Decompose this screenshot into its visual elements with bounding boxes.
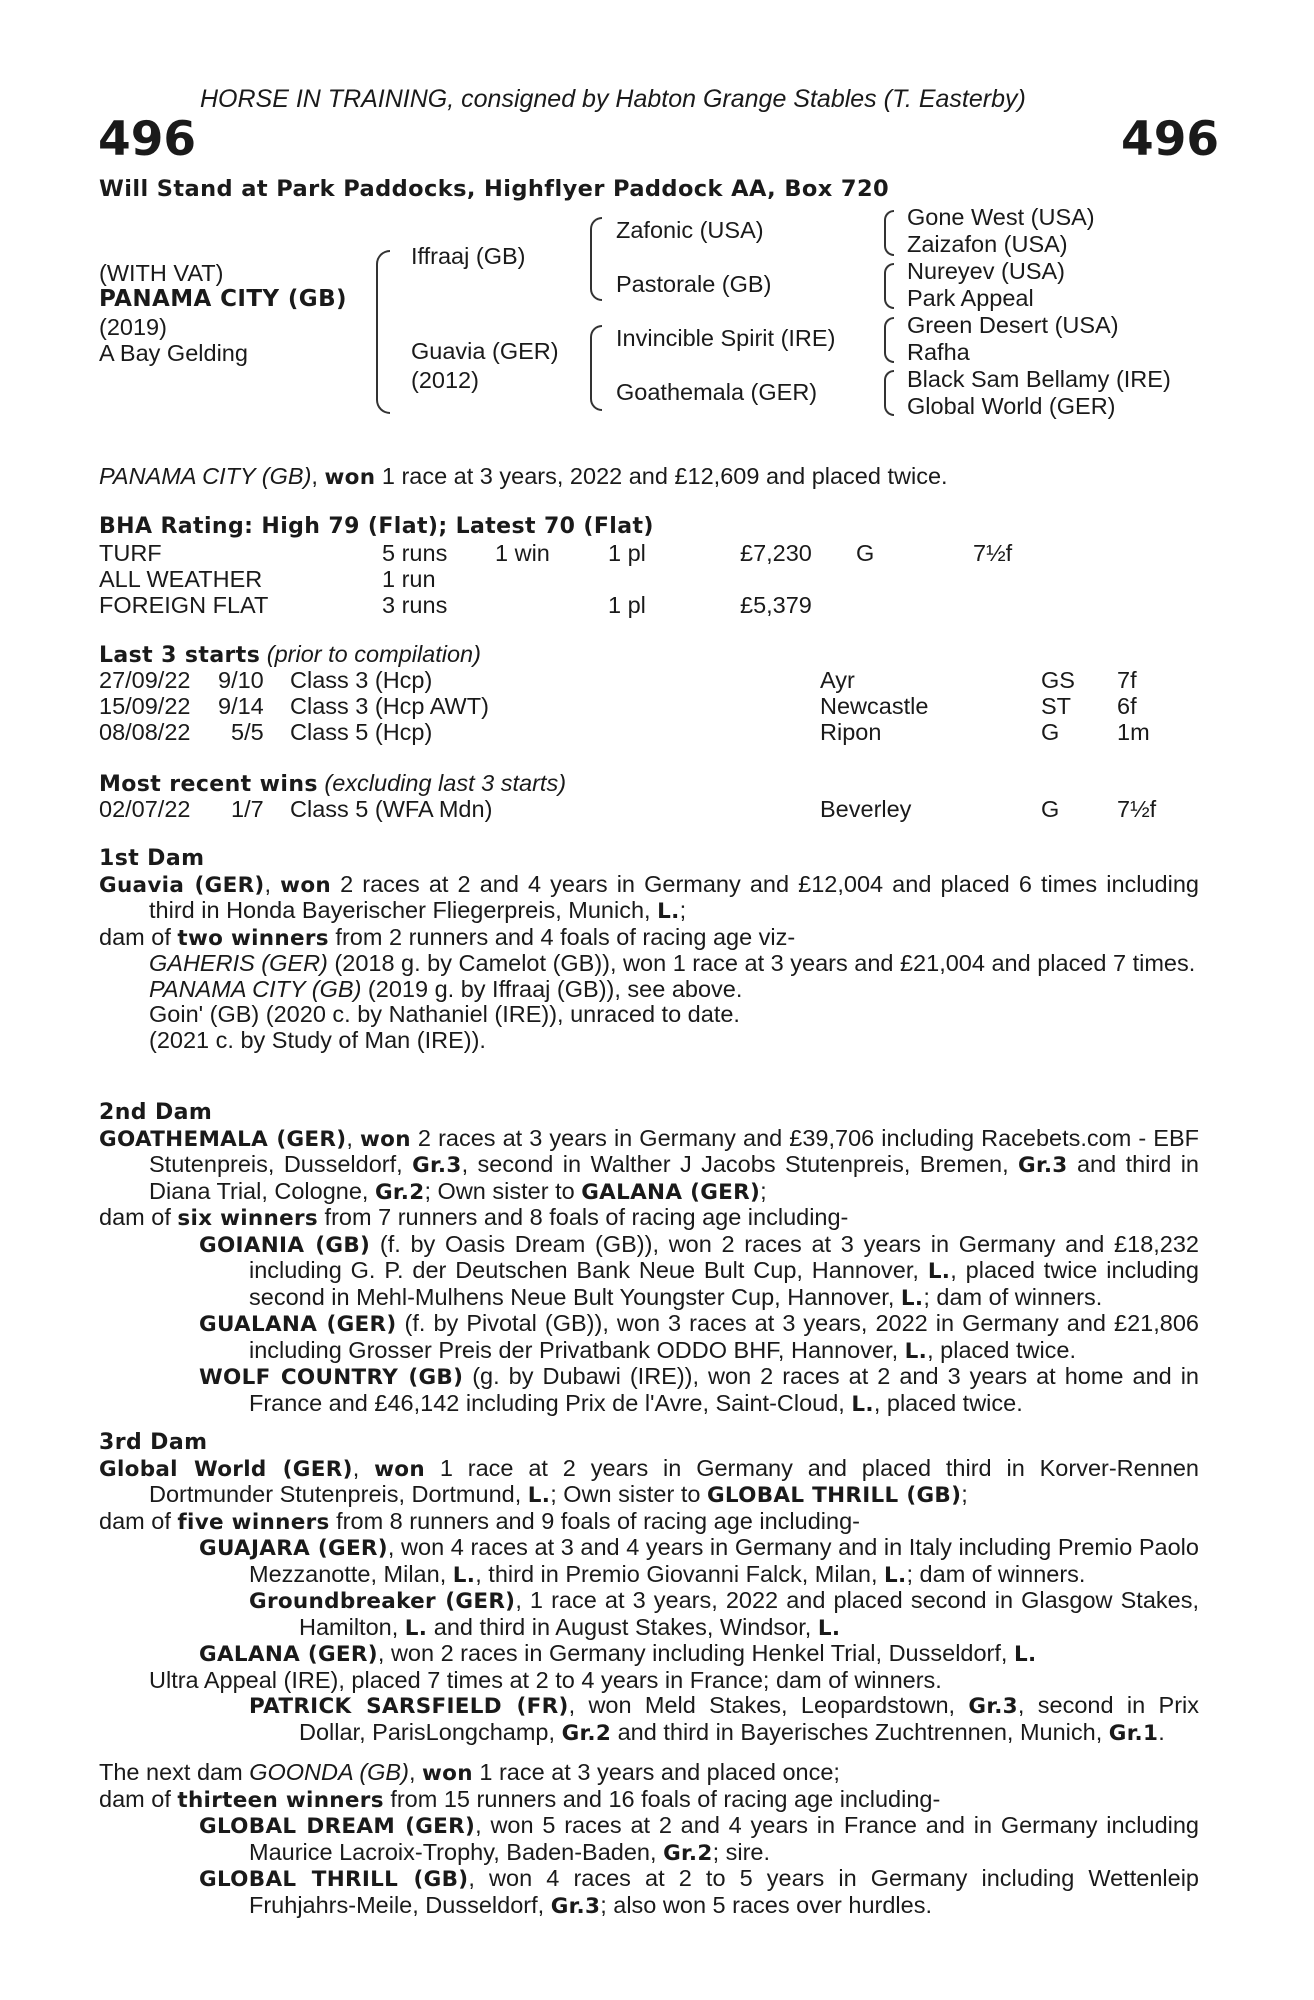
rating-cell-surface: ALL WEATHER — [99, 566, 263, 592]
start-cell-class: Class 5 (Hcp) — [290, 719, 433, 745]
plain-text: ; — [679, 897, 687, 923]
rating-title: BHA Rating: High 79 (Flat); Latest 70 (Flat) — [99, 514, 654, 539]
brace-gen3-2 — [884, 263, 894, 309]
bold-text: Gr.3 — [1018, 1153, 1068, 1178]
win-cell-going: G — [1041, 796, 1060, 822]
text-line — [99, 1364, 1199, 1417]
bold-text: Groundbreaker (GER) — [249, 1589, 516, 1614]
text-line — [99, 1002, 1199, 1028]
bold-text: Gr.1 — [1108, 1720, 1159, 1746]
plain-text: , — [346, 1124, 361, 1151]
text-line — [99, 1866, 1199, 1919]
bold-text: five winners — [177, 1509, 330, 1535]
bold-text: L. — [851, 1391, 874, 1417]
sire-name: Iffraaj (GB) — [411, 243, 526, 269]
bold-text: six winners — [177, 1206, 319, 1231]
second-dam-text — [99, 1126, 1199, 1418]
plain-text: from 7 runners and 8 foals of racing age including- — [318, 1204, 849, 1230]
gen3-name: Gone West (USA) — [907, 204, 1095, 230]
bold-text: Gr.3 — [968, 1694, 1018, 1719]
plain-text: (g. by Dubawi (IRE)), won 2 races at 2 and 3 years at home and in France and £46,142 including Prix de l'Avre, Saint-Cloud, — [249, 1363, 1200, 1416]
horse-description: A Bay Gelding — [99, 340, 248, 366]
start-cell-course: Ayr — [820, 667, 855, 693]
plain-text: The next dam — [99, 1759, 250, 1785]
horse-name: PANAMA CITY (GB) — [99, 286, 347, 312]
second-dam-section — [99, 1100, 1199, 1417]
next-dam-text — [99, 1760, 1199, 1919]
start-cell-going: GS — [1041, 667, 1075, 693]
bold-text: GLOBAL THRILL (GB) — [706, 1483, 962, 1508]
start-cell-dist: 1m — [1117, 719, 1150, 745]
start-cell-dist: 6f — [1117, 693, 1137, 719]
plain-text: , won 2 races in Germany including Henkel Trial, Dusseldorf, — [377, 1640, 1014, 1666]
lot-number-right: 496 — [1121, 112, 1220, 167]
bold-text: won — [280, 872, 332, 898]
text-line — [99, 1232, 1199, 1312]
plain-text: ; dam of winners. — [906, 1560, 1086, 1587]
text-line — [99, 1126, 1199, 1206]
bold-text: L. — [927, 1259, 951, 1284]
rating-cell-runs: 1 run — [382, 566, 436, 592]
bold-text: L. — [904, 1338, 928, 1364]
race-summary — [99, 465, 948, 489]
text-line — [99, 925, 1199, 952]
plain-text: from 15 runners and 16 foals of racing age including- — [383, 1785, 941, 1812]
text-line — [99, 1456, 1199, 1509]
plain-text: ; dam of winners. — [923, 1283, 1103, 1310]
sire-dam: Pastorale (GB) — [616, 271, 772, 297]
text-line — [99, 1588, 1199, 1641]
start-cell-going: ST — [1041, 693, 1072, 719]
italic-text: GAHERIS (GER) — [149, 950, 328, 976]
bold-text: GOATHEMALA (GER) — [99, 1126, 347, 1152]
plain-text: (f. by Pivotal (GB)), won 3 races at 3 years, 2022 in Germany and £21,806 including Grosser Preis der Privatbank ODDO BHF, Hannover, — [249, 1310, 1199, 1363]
rating-cell-surface: FOREIGN FLAT — [99, 592, 269, 618]
bold-text: Gr.2 — [663, 1840, 713, 1866]
first-dam-text — [99, 872, 1199, 1054]
plain-text: dam of — [99, 1204, 178, 1230]
text-line — [99, 1813, 1199, 1866]
plain-text: 2 races at 2 and 4 years in Germany and £12,004 and placed 6 times including third in Honda Bayerischer Fliegerpreis, Munich, — [149, 870, 1199, 923]
plain-text: , placed twice including second in Mehl-Mulhens Neue Bult Youngster Cup, Hannover, — [249, 1257, 1199, 1310]
rating-cell-runs: 5 runs — [382, 540, 448, 566]
bold-text: Gr.3 — [550, 1893, 601, 1919]
italic-text: PANAMA CITY (GB) — [149, 975, 362, 1002]
rating-cell-going: G — [856, 540, 875, 566]
plain-text: , second in Walther J Jacobs Stutenpreis, Bremen, — [461, 1151, 1019, 1177]
recent-wins-note: (excluding last 3 starts) — [324, 770, 567, 796]
text-line — [99, 1787, 1199, 1814]
bold-text: L. — [452, 1562, 476, 1588]
gen3-name: Nureyev (USA) — [907, 258, 1066, 284]
plain-text: , won 5 races at 2 and 4 years in France and in Germany including Maurice Lacroix-Trophy, Baden-Baden, — [249, 1812, 1200, 1865]
dam-year: (2012) — [411, 367, 479, 393]
next-dam-section — [99, 1760, 1199, 1919]
bold-text: GOIANIA (GB) — [199, 1232, 371, 1258]
plain-text: Goin' (GB) (2020 c. by Nathaniel (IRE)), unraced to date. — [149, 1001, 740, 1027]
rating-cell-placed: 1 pl — [608, 540, 646, 566]
plain-text: , won Meld Stakes, Leopardstown, — [568, 1692, 969, 1718]
plain-text: , 1 race at 3 years, 2022 and placed second in Glasgow Stakes, Hamilton, — [299, 1587, 1199, 1640]
sire-sire: Zafonic (USA) — [616, 217, 764, 243]
plain-text: ; Own sister to — [424, 1177, 582, 1204]
plain-text: ; — [760, 1177, 767, 1204]
win-cell-course: Beverley — [820, 796, 912, 822]
horse-year: (2019) — [99, 314, 167, 340]
text-line — [99, 1205, 1199, 1232]
plain-text: 2 races at 3 years in Germany and £39,706 including Racebets.com - EBF Stutenpreis, Dusseldorf, — [149, 1124, 1199, 1177]
gen3-name: Green Desert (USA) — [907, 312, 1119, 338]
text-line — [99, 1311, 1199, 1364]
text-line — [99, 1509, 1199, 1536]
plain-text: , won 4 races at 3 and 4 years in Germany and in Italy including Premio Paolo Mezzanotte, Milan, — [249, 1534, 1199, 1587]
last-starts-title: Last 3 starts — [99, 643, 261, 668]
brace-sire-dam — [376, 250, 390, 414]
consignor-line: HORSE IN TRAINING, consigned by Habton Grange Stables (T. Easterby) — [200, 85, 1026, 113]
start-cell-class: Class 3 (Hcp) — [290, 667, 433, 693]
start-cell-course: Ripon — [820, 719, 882, 745]
start-cell-date: 15/09/22 — [99, 693, 191, 719]
plain-text: , second in Prix Dollar, ParisLongchamp, — [299, 1692, 1200, 1745]
plain-text: and third in August Stakes, Windsor, — [427, 1613, 818, 1640]
third-dam-heading: 3rd Dam — [99, 1430, 208, 1455]
brace-gen3-1 — [884, 210, 894, 256]
italic-text: GOONDA (GB) — [249, 1759, 409, 1785]
rating-cell-surface: TURF — [99, 540, 162, 566]
plain-text: (2018 g. by Camelot (GB)), won 1 race at 3 years and £21,004 and placed 7 times. — [327, 950, 1196, 976]
start-cell-pos: 9/10 — [218, 667, 264, 693]
bold-text: PATRICK SARSFIELD (FR) — [249, 1694, 569, 1719]
gen3-name: Zaizafon (USA) — [907, 231, 1068, 257]
text-line — [99, 1028, 1199, 1054]
brace-gen3-3 — [884, 317, 894, 363]
win-cell-pos: 1/7 — [231, 796, 264, 822]
plain-text: (2019 g. by Iffraaj (GB)), see above. — [361, 975, 743, 1002]
bold-text: L. — [657, 899, 680, 924]
location-line: Will Stand at Park Paddocks, Highflyer Paddock AA, Box 720 — [99, 176, 890, 202]
rating-cell-prize: £5,379 — [740, 592, 812, 618]
plain-text: . — [1158, 1718, 1165, 1745]
recent-wins-heading — [99, 772, 566, 796]
bold-text: L. — [884, 1562, 907, 1588]
bold-text: two winners — [177, 925, 329, 951]
bold-text: Global World (GER) — [99, 1456, 353, 1482]
text-line — [99, 977, 1199, 1003]
plain-text: from 8 runners and 9 foals of racing age including- — [329, 1507, 860, 1534]
summary-won: won — [324, 465, 376, 490]
plain-text: (2021 c. by Study of Man (IRE)). — [149, 1026, 486, 1053]
rating-cell-dist: 7½f — [973, 540, 1013, 566]
bold-text: won — [422, 1761, 473, 1786]
vat-label: (WITH VAT) — [99, 260, 224, 286]
start-cell-course: Newcastle — [820, 693, 929, 719]
start-cell-pos: 5/5 — [231, 719, 264, 745]
summary-horse-name: PANAMA CITY (GB) — [99, 463, 312, 489]
first-dam-heading: 1st Dam — [99, 846, 205, 871]
bold-text: won — [374, 1456, 425, 1482]
plain-text: and third in Diana Trial, Cologne, — [149, 1151, 1199, 1204]
start-cell-dist: 7f — [1117, 667, 1137, 693]
brace-dam-line — [590, 325, 602, 411]
plain-text: (f. by Oasis Dream (GB)), won 2 races at 3 years in Germany and £18,232 including G. P. der Deutschen Bank Neue Bult Cup, Hannover, — [249, 1230, 1199, 1283]
bold-text: WOLF COUNTRY (GB) — [199, 1365, 464, 1390]
dam-dam: Goathemala (GER) — [616, 379, 818, 405]
win-cell-date: 02/07/22 — [99, 796, 191, 822]
rating-cell-placed: 1 pl — [608, 592, 646, 618]
dam-sire: Invincible Spirit (IRE) — [616, 325, 836, 351]
gen3-name: Black Sam Bellamy (IRE) — [907, 366, 1171, 392]
text-line — [99, 1535, 1199, 1588]
plain-text: ; — [961, 1481, 968, 1507]
rating-cell-wins: 1 win — [495, 540, 550, 566]
plain-text: dam of — [99, 1785, 178, 1812]
gen3-name: Park Appeal — [907, 285, 1034, 311]
plain-text: , — [264, 870, 281, 897]
bold-text: L. — [817, 1615, 841, 1641]
bold-text: GALANA (GER) — [199, 1642, 378, 1667]
summary-comma: , — [311, 463, 325, 489]
first-dam-section — [99, 846, 1199, 1053]
bold-text: L. — [900, 1285, 924, 1311]
bold-text: Guavia (GER) — [99, 872, 265, 898]
text-line — [99, 951, 1199, 977]
bold-text: Gr.2 — [374, 1179, 425, 1205]
bold-text: GALANA (GER) — [581, 1179, 761, 1205]
recent-wins-title: Most recent wins — [99, 772, 318, 797]
plain-text: , placed twice. — [927, 1336, 1077, 1363]
last-starts-note: (prior to compilation) — [266, 641, 481, 667]
plain-text: , — [408, 1759, 422, 1785]
text-line — [99, 1760, 1199, 1787]
start-cell-class: Class 3 (Hcp AWT) — [290, 693, 489, 719]
plain-text: Ultra Appeal (IRE), placed 7 times at 2 to 4 years in France; dam of winners. — [149, 1666, 942, 1693]
bold-text: L. — [527, 1483, 551, 1508]
plain-text: dam of — [99, 923, 178, 950]
bold-text: GLOBAL THRILL (GB) — [199, 1867, 469, 1892]
text-line — [99, 1641, 1199, 1668]
plain-text: from 2 runners and 4 foals of racing age viz- — [328, 923, 796, 950]
brace-sire-line — [590, 217, 602, 301]
second-dam-heading: 2nd Dam — [99, 1100, 213, 1125]
rating-cell-prize: £7,230 — [740, 540, 812, 566]
rating-cell-runs: 3 runs — [382, 592, 448, 618]
bold-text: won — [360, 1126, 411, 1152]
win-cell-dist: 7½f — [1117, 796, 1157, 822]
lot-number-left: 496 — [98, 112, 197, 167]
start-cell-date: 08/08/22 — [99, 719, 191, 745]
brace-gen3-4 — [884, 370, 894, 416]
plain-text: ; also won 5 races over hurdles. — [600, 1891, 932, 1918]
third-dam-text — [99, 1456, 1199, 1747]
plain-text: ; sire. — [712, 1838, 771, 1865]
third-dam-section — [99, 1430, 1199, 1746]
last-starts-heading — [99, 643, 481, 667]
bold-text: L. — [404, 1615, 428, 1641]
text-line — [99, 1693, 1199, 1746]
plain-text: , third in Premio Giovanni Falck, Milan, — [475, 1560, 885, 1587]
gen3-name: Global World (GER) — [907, 393, 1116, 419]
bold-text: Gr.2 — [561, 1720, 612, 1746]
dam-name: Guavia (GER) — [411, 338, 559, 364]
bold-text: GUAJARA (GER) — [199, 1536, 388, 1561]
bold-text: Gr.3 — [412, 1153, 462, 1178]
plain-text: , placed twice. — [873, 1389, 1023, 1416]
plain-text: 1 race at 2 years in Germany and placed third in Korver-Rennen Dortmunder Stutenpreis, Dortmund, — [149, 1454, 1199, 1507]
win-cell-class: Class 5 (WFA Mdn) — [290, 796, 493, 822]
bold-text: GUALANA (GER) — [199, 1312, 397, 1337]
start-cell-pos: 9/14 — [218, 693, 264, 719]
plain-text: , won 4 races at 2 to 5 years in Germany including Wettenleip Fruhjahrs-Meile, Dusseldorf, — [249, 1865, 1199, 1918]
plain-text: and third in Bayerisches Zuchtrennen, Munich, — [611, 1718, 1109, 1745]
start-cell-going: G — [1041, 719, 1060, 745]
text-line — [99, 1668, 1199, 1694]
text-line — [99, 872, 1199, 925]
bold-text: L. — [1013, 1642, 1037, 1667]
bold-text: GLOBAL DREAM (GER) — [199, 1814, 476, 1839]
plain-text: 1 race at 3 years and placed once; — [472, 1759, 840, 1785]
summary-text: 1 race at 3 years, 2022 and £12,609 and placed twice. — [375, 463, 948, 489]
plain-text: dam of — [99, 1507, 178, 1534]
gen3-name: Rafha — [907, 339, 970, 365]
plain-text: , — [352, 1454, 375, 1481]
start-cell-date: 27/09/22 — [99, 667, 191, 693]
plain-text: ; Own sister to — [550, 1481, 707, 1507]
bold-text: thirteen winners — [177, 1787, 384, 1813]
